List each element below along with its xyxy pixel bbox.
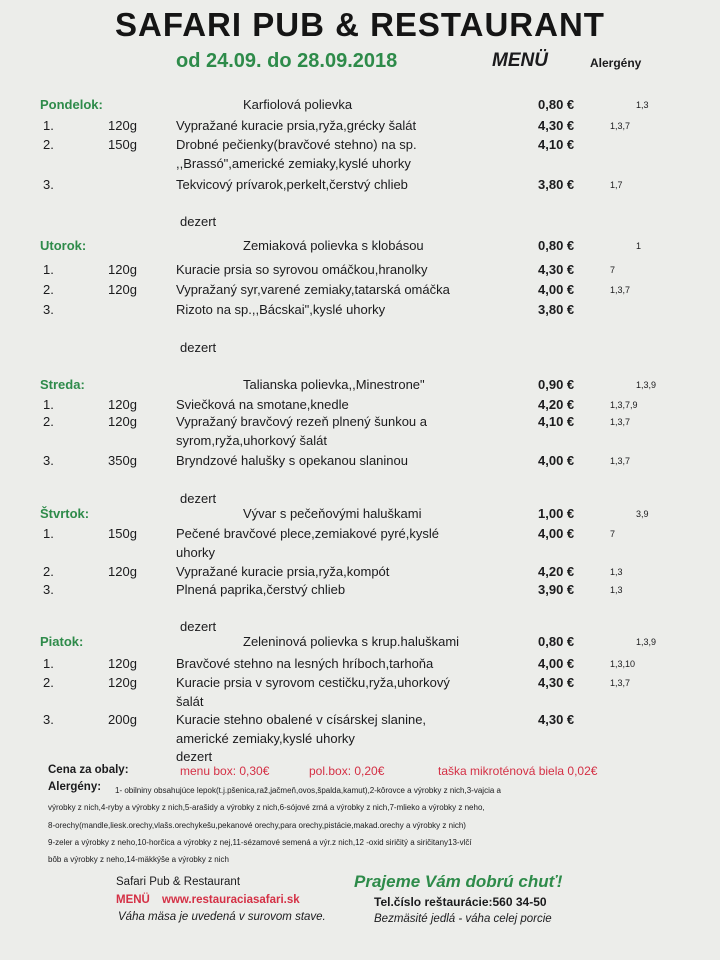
dish-description: Vypražaný syr,varené zemiaky,tatarská omáčka (176, 282, 450, 297)
dish-allergens: 1,3,7 (610, 285, 631, 295)
dish-allergens: 1,3,10 (610, 659, 636, 669)
soup-price: 0,90 € (538, 377, 575, 392)
soup-name: Talianska polievka,,Minestrone" (243, 377, 425, 392)
day-name: Utorok: (40, 238, 87, 253)
dish-price: 4,30 € (538, 675, 575, 690)
soup-allergens: 3,9 (636, 509, 649, 519)
dish-description: Vypražaný bravčový rezeň plnený šunkou a (176, 414, 427, 429)
dish-description: Pečené bravčové plece,zemiakové pyré,kyslé (176, 526, 440, 541)
soup-price: 0,80 € (538, 238, 575, 253)
dish-weight: 120g (108, 656, 137, 671)
restaurant-title: SAFARI PUB & RESTAURANT (115, 6, 605, 43)
dish-weight: 120g (108, 675, 137, 690)
dish-price: 4,20 € (538, 564, 575, 579)
soup-price: 1,00 € (538, 506, 575, 521)
dish-number: 3. (43, 582, 54, 597)
dish-description: Sviečková na smotane,knedle (176, 397, 349, 412)
weight-note: Váha mäsa je uvedená v surovom stave. (118, 911, 326, 923)
allergen-legend-line: 8-orechy(mandle,liesk.orechy,vlašs.orechykešu,pekanové orechy,para orechy,pistácie,makad.orechy a výrobky z nich) (48, 821, 466, 830)
dish-allergens: 7 (610, 529, 616, 539)
dish-price: 4,00 € (538, 526, 575, 541)
dish-allergens: 1,3,7 (610, 121, 631, 131)
day-name: Streda: (40, 377, 85, 392)
dish-description: Bravčové stehno na lesných hríboch,tarhoňa (176, 656, 434, 671)
menu-box-price: menu box: 0,30€ (180, 764, 270, 778)
pol-box-price: pol.box: 0,20€ (309, 764, 385, 778)
soup-allergens: 1,3,9 (636, 637, 657, 647)
dish-number: 3. (43, 453, 54, 468)
allergen-legend-line: bôb a výrobky z neho,14-mäkkýše a výrobky z nich (48, 855, 229, 864)
dish-allergens: 1,3 (610, 567, 623, 577)
dish-allergens: 1,3,7,9 (610, 400, 638, 410)
soup-allergens: 1,3 (636, 100, 649, 110)
dish-price: 3,80 € (538, 302, 575, 317)
dish-price: 4,30 € (538, 712, 575, 727)
dish-number: 2. (43, 414, 54, 429)
bag-price: taška mikroténová biela 0,02€ (438, 764, 598, 778)
dish-price: 4,00 € (538, 656, 575, 671)
dish-number: 2. (43, 564, 54, 579)
packaging-label: Cena za obaly: (48, 764, 129, 776)
footer-menu-label: MENÜ (116, 894, 150, 906)
dish-weight: 120g (108, 397, 137, 412)
allergen-legend-line: výrobky z nich,4-ryby a výrobky z nich,5-arašidy a výrobky z nich,6-sójové zrná a výrobky z nich,7-mlieko a výrobky z neho, (48, 803, 485, 812)
dish-weight: 120g (108, 564, 137, 579)
allergens-heading: Alergény (590, 56, 642, 70)
dish-description: syrom,ryža,uhorkový šalát (176, 432, 327, 448)
dish-number: 1. (43, 118, 54, 133)
dessert-label: dezert (180, 214, 217, 229)
dish-weight: 120g (108, 282, 137, 297)
menu-heading: MENÜ (492, 50, 548, 71)
allergen-legend-line: 9-zeler a výrobky z neho,10-horčica a výrobky z nej,11-sézamové semená a výr.z nich,12 -oxid siričitý a siričitany13-vlčí (48, 838, 472, 847)
soup-name: Zemiaková polievka s klobásou (243, 238, 424, 253)
dish-description: Vypražané kuracie prsia,ryža,grécky šalát (176, 118, 417, 133)
dish-allergens: 1,3,7 (610, 456, 631, 466)
dish-description: dezert (176, 749, 213, 764)
dish-weight: 120g (108, 262, 137, 277)
wish-text: Prajeme Vám dobrú chuť! (354, 872, 563, 891)
dessert-label: dezert (180, 340, 217, 355)
dish-description: Bryndzové halušky s opekanou slaninou (176, 453, 408, 468)
soup-name: Karfiolová polievka (243, 97, 353, 112)
dish-price: 4,20 € (538, 397, 575, 412)
dish-weight: 120g (108, 118, 137, 133)
dish-description: šalát (176, 693, 204, 709)
day-name: Pondelok: (40, 97, 103, 112)
dish-description: Kuracie prsia v syrovom cestičku,ryža,uhorkový (176, 675, 450, 690)
dish-number: 2. (43, 137, 54, 152)
dish-allergens: 1,7 (610, 180, 623, 190)
menu-dates: od 24.09. do 28.09.2018 (176, 50, 398, 72)
dessert-label: dezert (180, 619, 217, 634)
soup-name: Zeleninová polievka s krup.haluškami (243, 634, 460, 649)
soup-name: Vývar s pečeňovými haluškami (243, 506, 422, 521)
dish-allergens: 1,3,7 (610, 678, 631, 688)
dish-description: uhorky (176, 544, 216, 560)
dish-price: 4,30 € (538, 118, 575, 133)
dish-description: ,,Brassó",americké zemiaky,kyslé uhorky (176, 155, 411, 171)
dish-number: 1. (43, 397, 54, 412)
dish-description: Tekvicový prívarok,perkelt,čerstvý chlieb (176, 177, 408, 192)
dish-weight: 120g (108, 414, 137, 429)
dish-number: 3. (43, 177, 54, 192)
dish-allergens: 1,3,7 (610, 417, 631, 427)
dish-price: 4,30 € (538, 262, 575, 277)
dish-description: americké zemiaky,kyslé uhorky (176, 730, 355, 746)
dish-number: 1. (43, 526, 54, 541)
dish-price: 3,90 € (538, 582, 575, 597)
dish-description: Vypražané kuracie prsia,ryža,kompót (176, 564, 390, 579)
dish-weight: 350g (108, 453, 137, 468)
dish-description: Kuracie prsia so syrovou omáčkou,hranolky (176, 262, 428, 277)
dish-price: 4,10 € (538, 414, 575, 429)
dish-number: 1. (43, 262, 54, 277)
dish-number: 2. (43, 675, 54, 690)
dish-price: 4,00 € (538, 453, 575, 468)
dessert-label: dezert (180, 491, 217, 506)
dish-description: Drobné pečienky(bravčové stehno) na sp. (176, 137, 417, 152)
dish-number: 1. (43, 656, 54, 671)
dish-weight: 200g (108, 712, 137, 727)
dish-price: 3,80 € (538, 177, 575, 192)
footer-website: www.restauraciasafari.sk (162, 894, 300, 906)
allergens-legend-label: Alergény: (48, 781, 102, 793)
dish-price: 4,00 € (538, 282, 575, 297)
day-name: Štvrtok: (40, 506, 90, 521)
dish-weight: 150g (108, 137, 137, 152)
dish-description: Rizoto na sp.,,Bácskai",kyslé uhorky (176, 302, 386, 317)
soup-allergens: 1 (636, 241, 642, 251)
soup-price: 0,80 € (538, 97, 575, 112)
dish-price: 4,10 € (538, 137, 575, 152)
allergen-legend-line: 1- obilniny obsahujúce lepok(t.j.pšenica,raž,jačmeň,ovos,špalda,kamut),2-kôrovce a výrobky z nich,3-vajcia a (115, 786, 501, 795)
soup-price: 0,80 € (538, 634, 575, 649)
dish-number: 3. (43, 712, 54, 727)
dish-number: 2. (43, 282, 54, 297)
dish-number: 3. (43, 302, 54, 317)
dish-weight: 150g (108, 526, 137, 541)
phone-number: Tel.číslo reštaurácie:560 34-50 (374, 895, 547, 909)
dish-allergens: 1,3 (610, 585, 623, 595)
day-name: Piatok: (40, 634, 84, 649)
dish-description: Plnená paprika,čerstvý chlieb (176, 582, 346, 597)
dish-description: Kuracie stehno obalené v císárskej slanine, (176, 712, 427, 727)
soup-allergens: 1,3,9 (636, 380, 657, 390)
meatless-note: Bezmäsité jedlá - váha celej porcie (374, 913, 552, 925)
dish-allergens: 7 (610, 265, 616, 275)
footer-restaurant-name: Safari Pub & Restaurant (116, 876, 241, 888)
